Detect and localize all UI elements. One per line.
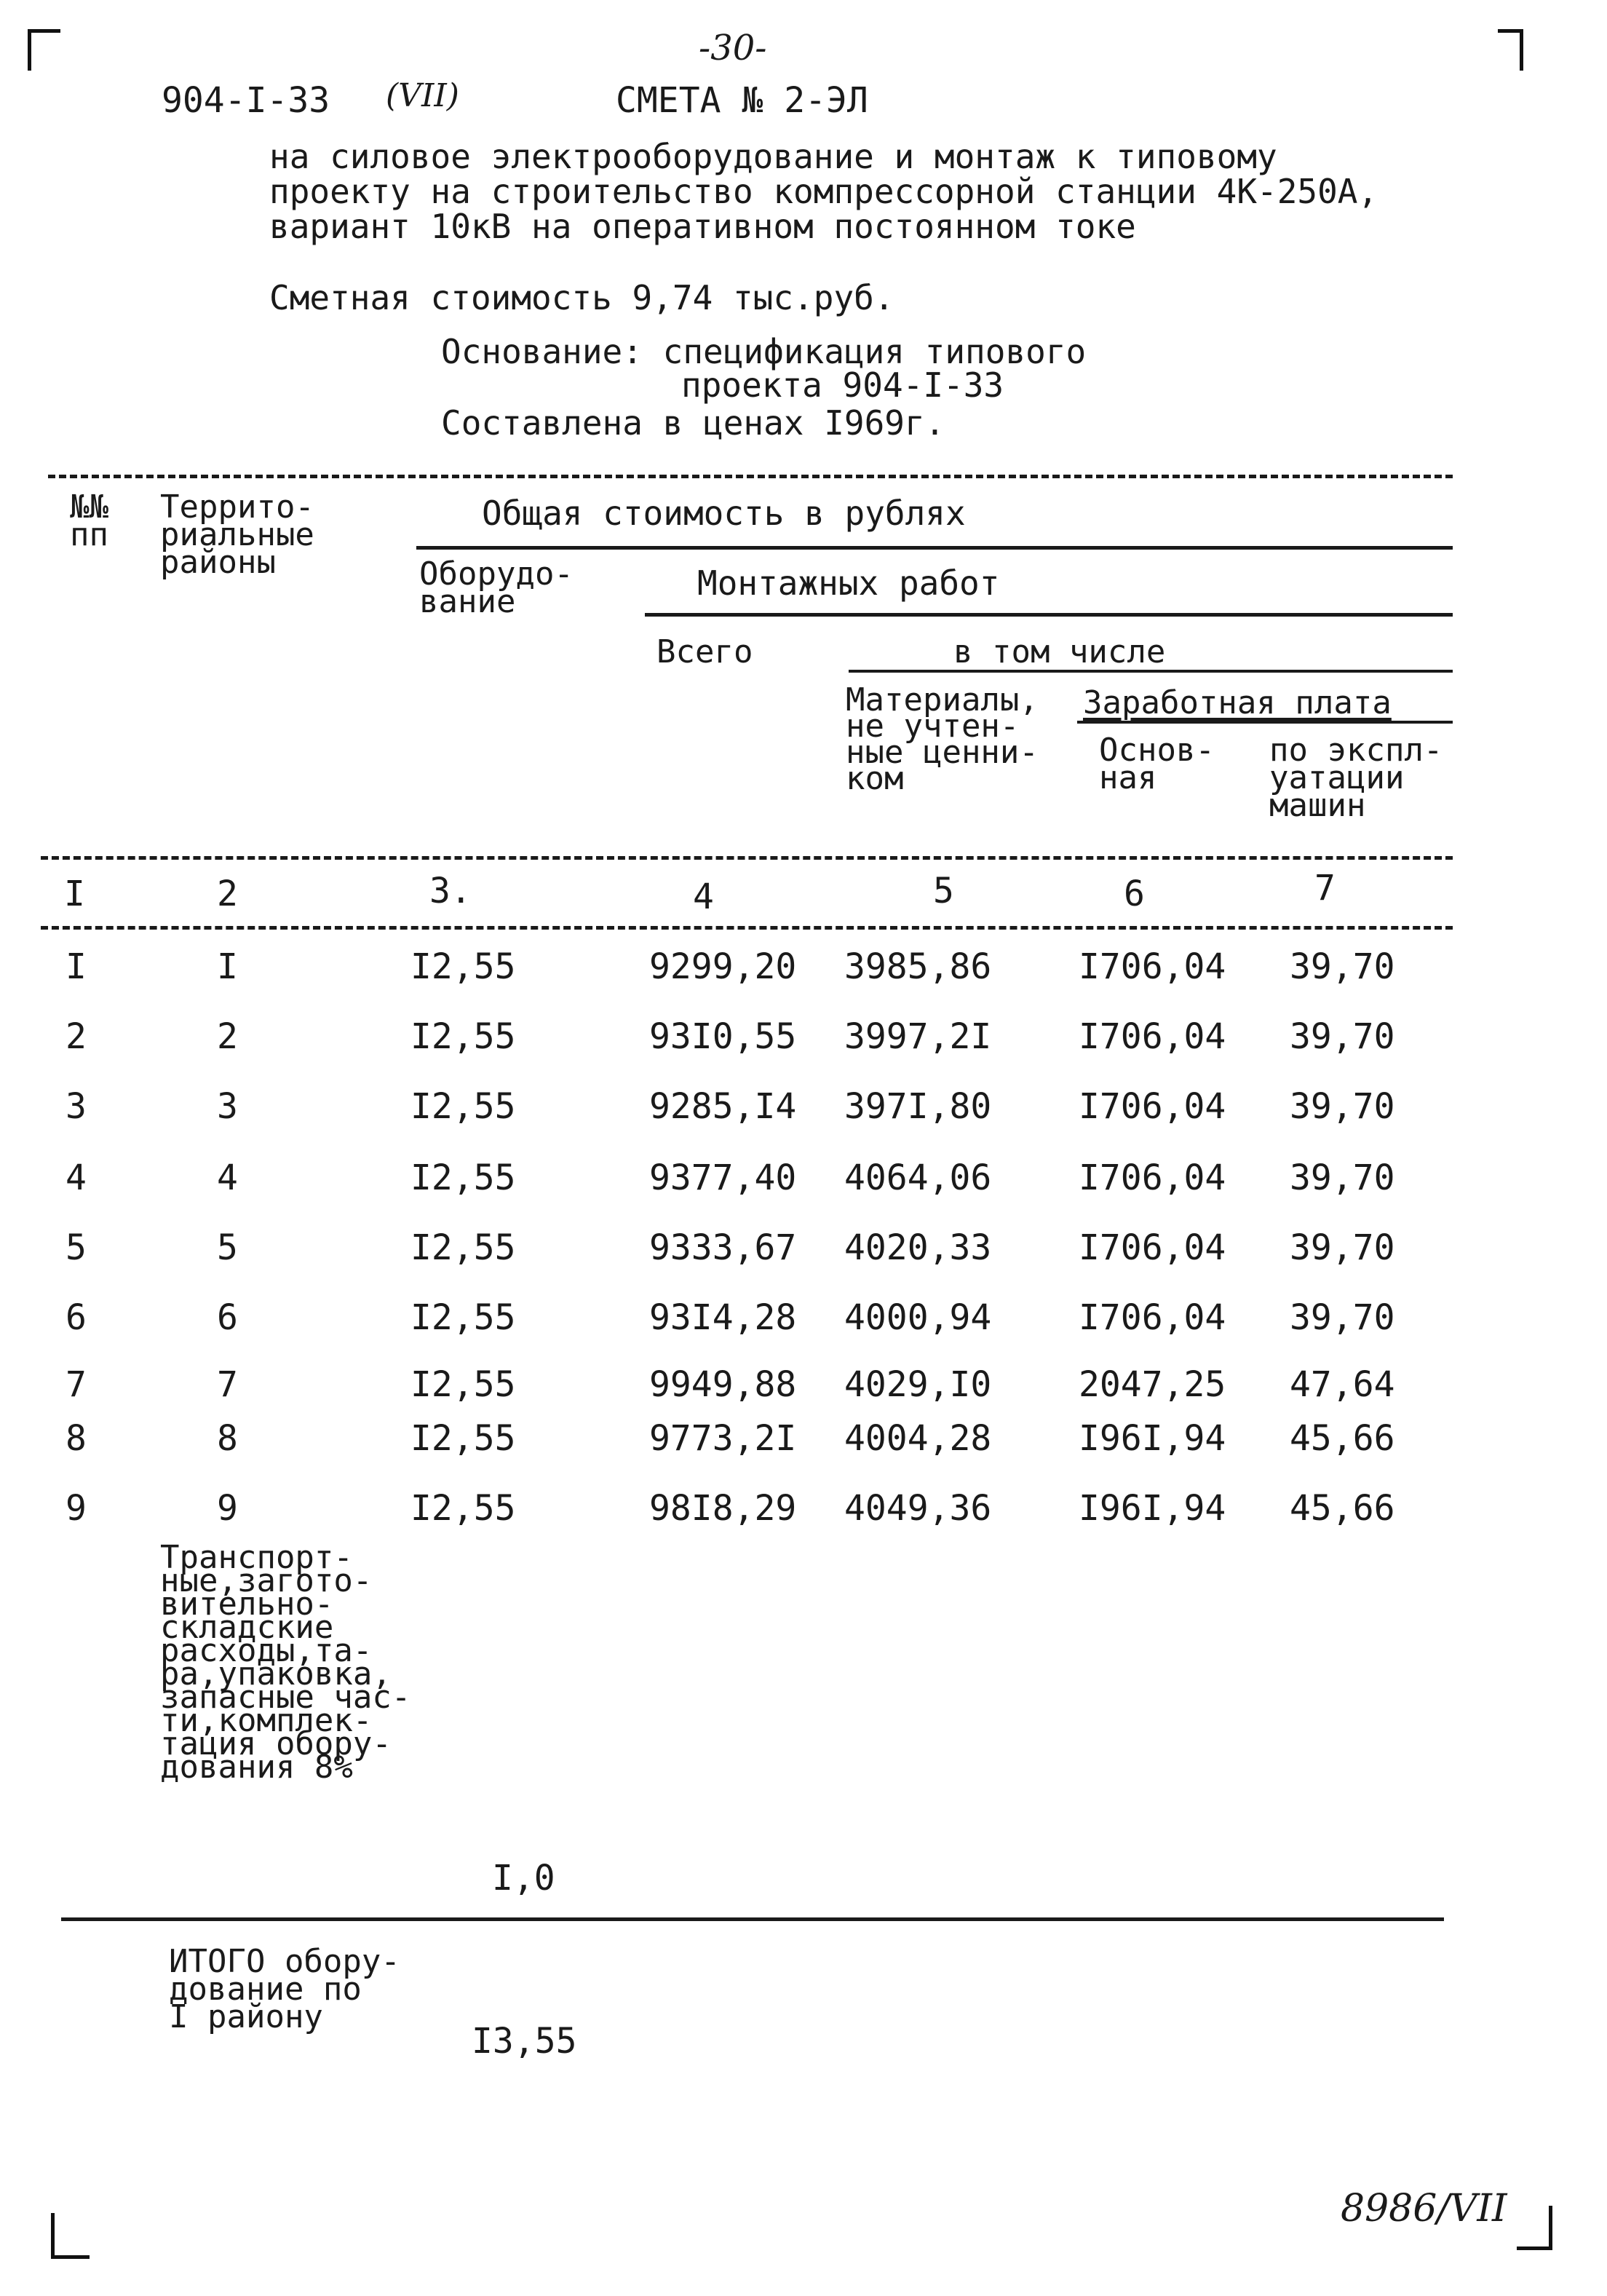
cell-equipment: I2,55	[410, 1488, 516, 1529]
cell-equipment: I2,55	[410, 1086, 516, 1127]
cell-num: 3	[66, 1086, 87, 1127]
cell-num: 8	[66, 1418, 87, 1459]
column-number-3: 3.	[429, 871, 472, 911]
cell-territory: 6	[217, 1297, 238, 1338]
header-rule-installation	[645, 613, 1453, 617]
cell-total: 9299,20	[649, 946, 797, 987]
header-salary: Заработная плата	[1083, 684, 1392, 721]
corner-mark-top-left	[28, 29, 60, 71]
cell-salary-machines: 39,70	[1290, 1157, 1395, 1198]
column-number-1: I	[64, 874, 85, 914]
cell-materials: 4000,94	[844, 1297, 992, 1338]
project-code-note: (VII)	[386, 77, 459, 114]
corner-mark-top-right	[1498, 29, 1523, 71]
cell-territory: 7	[217, 1364, 238, 1405]
totals-rule	[61, 1917, 1444, 1921]
cell-materials: 4020,33	[844, 1227, 992, 1268]
header-rule-including	[849, 670, 1453, 673]
transport-value: I,0	[492, 1858, 555, 1899]
cell-num: 6	[66, 1297, 87, 1338]
basis-line-1: Основание: спецификация типового	[441, 332, 1087, 371]
column-number-2: 2	[217, 874, 238, 914]
basis-line-2: проекта 904-I-33	[681, 365, 1004, 405]
header-machines: по экспл- уатации машин	[1269, 732, 1443, 824]
cell-total: 93I0,55	[649, 1016, 797, 1057]
cell-equipment: I2,55	[410, 1016, 516, 1057]
cell-num: 9	[66, 1488, 87, 1529]
total-value: I3,55	[472, 2021, 577, 2062]
estimated-cost: Сметная стоимость 9,74 тыс.руб.	[269, 278, 894, 317]
cell-num: 4	[66, 1157, 87, 1198]
project-code: 904-I-33	[162, 80, 330, 121]
subtitle-line-2: проекту на строительство компрессорной станции 4К-250А,	[269, 172, 1378, 211]
cell-territory: 5	[217, 1227, 238, 1268]
cell-total: 93I4,28	[649, 1297, 797, 1338]
cell-total: 9949,88	[649, 1364, 797, 1405]
cell-total: 9333,67	[649, 1227, 797, 1268]
cell-salary-machines: 39,70	[1290, 1016, 1395, 1057]
cell-materials: 3985,86	[844, 946, 992, 987]
header-rule-total	[416, 546, 1453, 550]
cell-salary-basic: 2047,25	[1079, 1364, 1226, 1405]
column-number-7: 7	[1314, 868, 1336, 908]
cell-materials: 4064,06	[844, 1157, 992, 1198]
cell-total: 9377,40	[649, 1157, 797, 1198]
cell-equipment: I2,55	[410, 1227, 516, 1268]
transport-note: Транспорт- ные,загото- вительно- складские расходы,та- ра,упаковка, запасные час- ти,комплек- тация обору- дования 8%	[160, 1539, 411, 1786]
cell-equipment: I2,55	[410, 1418, 516, 1459]
cell-salary-machines: 39,70	[1290, 1297, 1395, 1338]
cell-territory: 2	[217, 1016, 238, 1057]
header-all: Всего	[656, 633, 753, 670]
subtitle-line-1: на силовое электрооборудование и монтаж к типовому	[269, 137, 1277, 176]
cell-salary-machines: 47,64	[1290, 1364, 1395, 1405]
header-bottom-rule	[41, 856, 1453, 860]
page-number: -30-	[699, 28, 767, 68]
cell-equipment: I2,55	[410, 946, 516, 987]
cell-salary-basic: I706,04	[1079, 1086, 1226, 1127]
header-materials: Материалы, не учтен- ные ценни- ком	[846, 681, 1039, 797]
column-number-rule	[41, 926, 1453, 930]
header-installation: Монтажных работ	[697, 563, 1000, 603]
cell-salary-basic: I706,04	[1079, 1227, 1226, 1268]
column-number-4: 4	[693, 876, 714, 917]
cell-salary-machines: 39,70	[1290, 1227, 1395, 1268]
cell-materials: 3997,2I	[844, 1016, 992, 1057]
cell-num: I	[66, 946, 87, 987]
cell-territory: 4	[217, 1157, 238, 1198]
cell-total: 9773,2I	[649, 1418, 797, 1459]
header-rule-salary	[1077, 721, 1453, 724]
header-equipment: Оборудо- вание	[419, 555, 574, 620]
cell-num: 2	[66, 1016, 87, 1057]
cell-materials: 4029,I0	[844, 1364, 992, 1405]
cell-total: 98I8,29	[649, 1488, 797, 1529]
column-number-6: 6	[1124, 874, 1145, 914]
cell-equipment: I2,55	[410, 1297, 516, 1338]
cell-salary-basic: I706,04	[1079, 1157, 1226, 1198]
cell-territory: 8	[217, 1418, 238, 1459]
archive-number: 8986/VII	[1341, 2187, 1507, 2230]
header-including: в том числе	[953, 633, 1166, 670]
cell-salary-machines: 39,70	[1290, 946, 1395, 987]
cell-territory: I	[217, 946, 238, 987]
cell-salary-basic: I706,04	[1079, 1016, 1226, 1057]
cell-salary-basic: I96I,94	[1079, 1488, 1226, 1529]
cell-salary-machines: 39,70	[1290, 1086, 1395, 1127]
cell-salary-machines: 45,66	[1290, 1488, 1395, 1529]
column-number-5: 5	[933, 871, 954, 911]
cell-equipment: I2,55	[410, 1364, 516, 1405]
cell-territory: 3	[217, 1086, 238, 1127]
header-basic: Основ- ная	[1099, 732, 1215, 796]
header-total-cost: Общая стоимость в рублях	[482, 494, 966, 533]
header-num: №№ пп	[70, 488, 108, 553]
table-top-rule	[48, 475, 1453, 478]
cell-salary-basic: I706,04	[1079, 946, 1226, 987]
subtitle-line-3: вариант 10кВ на оперативном постоянном токе	[269, 207, 1136, 246]
corner-mark-bottom-left	[51, 2213, 90, 2259]
cell-total: 9285,I4	[649, 1086, 797, 1127]
cell-salary-basic: I96I,94	[1079, 1418, 1226, 1459]
header-territory: Террито- риальные районы	[160, 488, 314, 581]
corner-mark-bottom-right	[1517, 2206, 1552, 2250]
total-label: ИТОГО обору- дование по I району	[169, 1943, 400, 2035]
document-title: СМЕТА № 2-ЭЛ	[616, 80, 868, 121]
cell-materials: 4004,28	[844, 1418, 992, 1459]
cell-salary-machines: 45,66	[1290, 1418, 1395, 1459]
cell-num: 7	[66, 1364, 87, 1405]
cell-salary-basic: I706,04	[1079, 1297, 1226, 1338]
cell-materials: 4049,36	[844, 1488, 992, 1529]
cell-territory: 9	[217, 1488, 238, 1529]
cell-num: 5	[66, 1227, 87, 1268]
cell-equipment: I2,55	[410, 1157, 516, 1198]
cell-materials: 397I,80	[844, 1086, 992, 1127]
prices-line: Составлена в ценах I969г.	[441, 403, 945, 443]
